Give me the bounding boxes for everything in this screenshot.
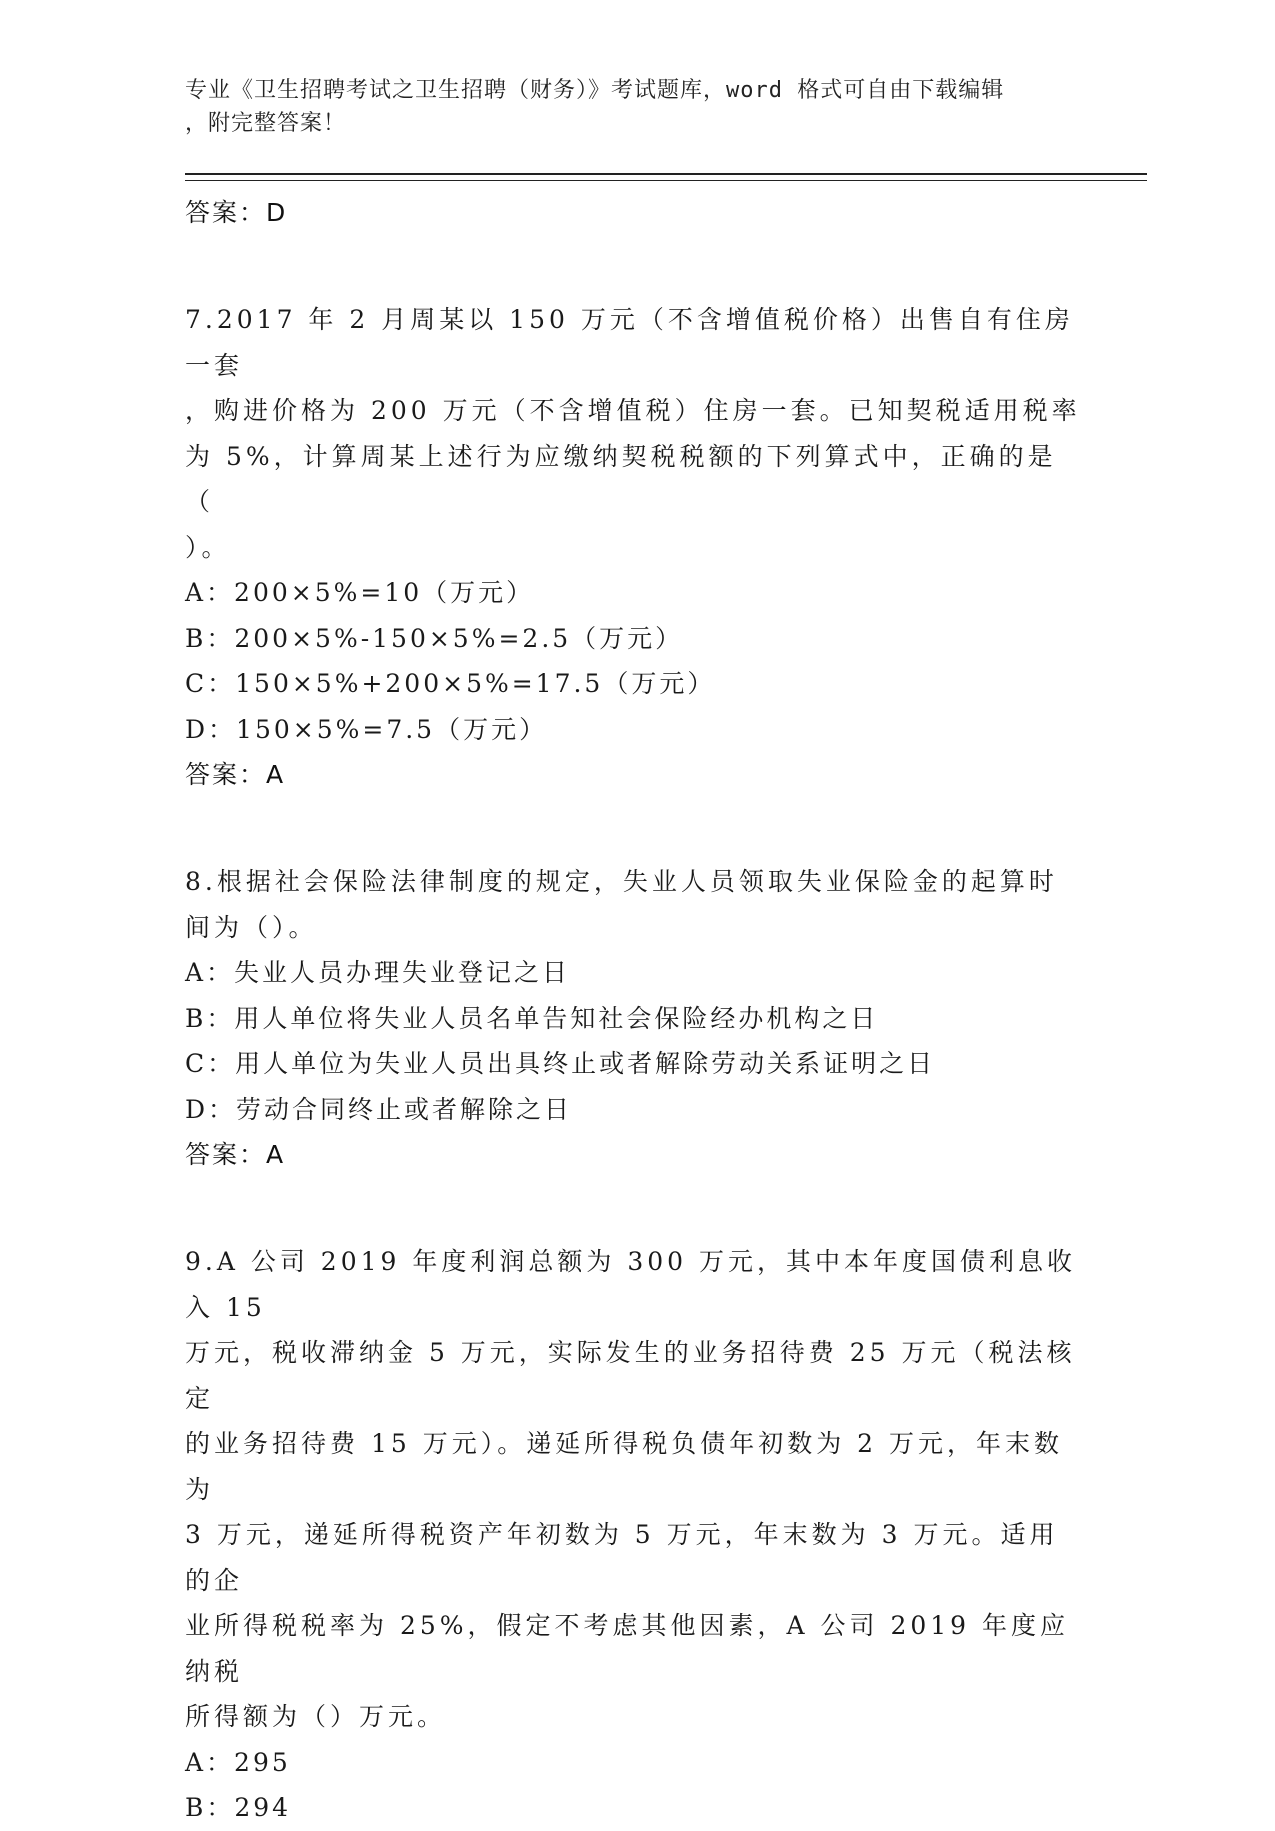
stem-line: 业所得税税率为 25%，假定不考虑其他因素，A 公司 2019 年度应纳税 (185, 1611, 1070, 1686)
option-d: D：劳动合同终止或者解除之日 (185, 1094, 573, 1124)
document-body (185, 190, 1085, 1831)
option-a: A：295 (185, 1747, 291, 1777)
spacer (185, 235, 1085, 297)
option-b: B：用人单位将失业人员名单告知社会保险经办机构之日 (185, 1003, 879, 1033)
stem-line: ）。 (185, 532, 231, 562)
option-d: D：150×5%=7.5（万元） (185, 714, 548, 744)
question-stem (185, 297, 1085, 570)
stem-line: 万元，税收滞纳金 5 万元，实际发生的业务招待费 25 万元（税法核定 (185, 1338, 1076, 1413)
answer-label: 答案：A (185, 760, 286, 789)
stem-line: 7.2017 年 2 月周某以 150 万元（不含增值税价格）出售自有住房一套 (185, 305, 1074, 380)
question-stem (185, 859, 1085, 950)
stem-line: 的业务招待费 15 万元）。递延所得税负债年初数为 2 万元，年末数为 (185, 1429, 1064, 1504)
spacer (185, 1177, 1085, 1239)
stem-line: 为 5%，计算周某上述行为应缴纳契税税额的下列算式中，正确的是（ (185, 441, 1057, 516)
question-stem (185, 1239, 1085, 1740)
question-block-7 (185, 297, 1085, 797)
option-b: B：200×5%-150×5%=2.5（万元） (185, 623, 684, 653)
document-header (185, 74, 1065, 140)
option-c: C：150×5%+200×5%=17.5（万元） (185, 669, 716, 698)
option-c: C：用人单位为失业人员出具终止或者解除劳动关系证明之日 (185, 1049, 936, 1078)
header-line-1: 专业《卫生招聘考试之卫生招聘（财务）》考试题库，word 格式可自由下载编辑 (185, 78, 1005, 103)
previous-answer: 答案：D (185, 198, 288, 227)
header-divider-thin (185, 180, 1147, 181)
question-block-8 (185, 859, 1085, 1177)
answer-label: 答案：A (185, 1140, 286, 1169)
stem-line: 9.A 公司 2019 年度利润总额为 300 万元，其中本年度国债利息收入 15 (185, 1247, 1076, 1322)
option-a: A：失业人员办理失业登记之日 (185, 958, 571, 987)
stem-line: 所得额为（）万元。 (185, 1702, 447, 1731)
stem-line: 8.根据社会保险法律制度的规定，失业人员领取失业保险金的起算时 (185, 867, 1058, 896)
question-block-9 (185, 1239, 1085, 1831)
option-a: A：200×5%=10（万元） (185, 578, 535, 607)
option-b: B：294 (185, 1793, 292, 1822)
spacer (185, 797, 1085, 859)
header-divider-thick (185, 173, 1147, 175)
stem-line: 3 万元，递延所得税资产年初数为 5 万元，年末数为 3 万元。适用的企 (185, 1520, 1059, 1595)
header-line-2: ，附完整答案！ (185, 111, 347, 136)
stem-line: 间为（）。 (185, 912, 318, 942)
stem-line: ，购进价格为 200 万元（不含增值税）住房一套。已知契税适用税率 (185, 396, 1081, 425)
